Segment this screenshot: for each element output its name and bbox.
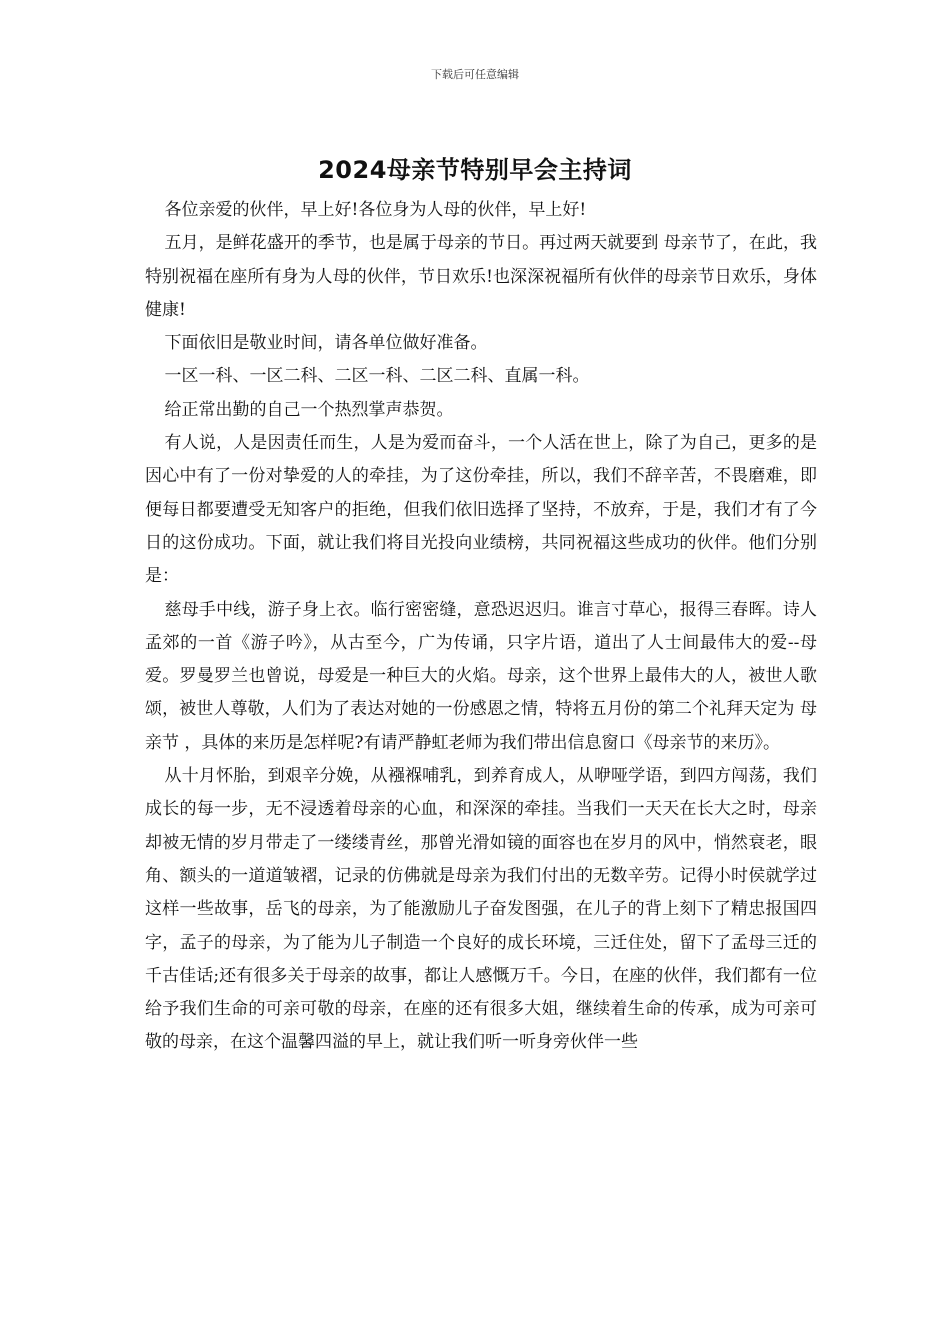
paragraph-greeting: 各位亲爱的伙伴，早上好!各位身为人母的伙伴，早上好! [164,200,587,220]
document-body [145,194,817,1060]
header-note: 下载后可任意编辑 [431,68,519,81]
paragraph-dedication-time: 下面依旧是敬业时间，请各单位做好准备。 [164,333,488,354]
paragraph-mothers-day-wish: 五月，是鲜花盛开的季节，也是属于母亲的节日。再过两天就要到 母亲节了，在此，我特别祝福在座所有身为人母的伙伴，节日欢乐!也深深祝福所有伙伴的母亲节日欢乐，身体健康! [145,233,817,320]
paragraph-mothers-love: 从十月怀胎，到艰辛分娩，从襁褓哺乳，到养育成人，从咿哑学语，到四方闯荡，我们成长的每一步，无不浸透着母亲的心血，和深深的牵挂。当我们一天天在长大之时，母亲却被无情的岁月带走了一缕缕青丝，那曾光滑如镜的面容也在岁月的风中，悄然衰老，眼角、额头的一道道皱褶，记录的仿佛就是母亲为我们付出的无数辛劳。记得小时侯就学过这样一些故事，岳飞的母亲，为了能激励儿子奋发图强，在儿子的背上刻下了精忠报国四字，孟子的母亲，为了能为儿子制造一个良好的成长环境，三迁住处，留下了孟母三迁的千古佳话;还有很多关于母亲的故事，都让人感慨万千。今日，在座的伙伴，我们都有一位给予我们生命的可亲可敬的母亲，在座的还有很多大姐，继续着生命的传承，成为可亲可敬的母亲，在这个温馨四溢的早上，就让我们听一听身旁伙伴一些 [145,766,817,1053]
paragraph-applause: 给正常出勤的自己一个热烈掌声恭贺。 [164,399,454,420]
document-title: 2024母亲节特别早会主持词 [318,156,632,184]
paragraph-units: 一区一科、一区二科、二区一科、二区二科、直属一科。 [164,366,590,387]
paragraph-responsibility: 有人说，人是因责任而生，人是为爱而奋斗，一个人活在世上，除了为自己，更多的是因心中有了一份对挚爱的人的牵挂，为了这份牵挂，所以，我们不辞辛苦，不畏磨难，即便每日都要遭受无知客户的拒绝，但我们依旧选择了坚持，不放弃，于是，我们才有了今日的这份成功。下面，就让我们将目光投向业绩榜，共同祝福这些成功的伙伴。他们分别是： [145,433,817,587]
paragraph-poem: 慈母手中线，游子身上衣。临行密密缝，意恐迟迟归。谁言寸草心，报得三春晖。诗人孟郊的一首《游子吟》，从古至今，广为传诵，只字片语，道出了人士间最伟大的爱--母爱。罗曼罗兰也曾说，母爱是一种巨大的火焰。母亲，这个世界上最伟大的人，被世人歌颂，被世人尊敬，人们为了表达对她的一份感恩之情，特将五月份的第二个礼拜天定为 母亲节 ，具体的来历是怎样呢?有请严静虹老师为我们带出信息窗口《母亲节的来历》。 [145,599,817,753]
